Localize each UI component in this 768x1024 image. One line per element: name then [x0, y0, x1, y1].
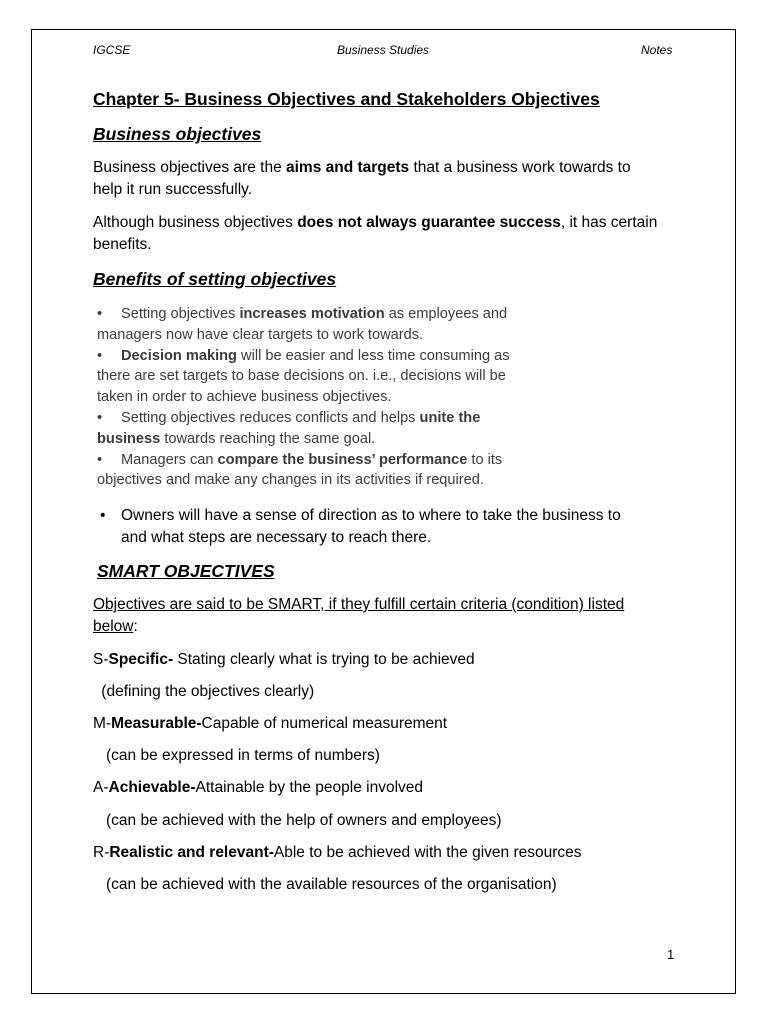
smart-item-a: A-Achievable-Attainable by the people involved	[93, 779, 424, 796]
smart-note-s: (defining the objectives clearly)	[97, 683, 315, 700]
benefits-list: • Setting objectives increases motivation as employees and managers now have clear targets to work towards. • Decision making will be easier and less time consuming as there are set targets to base decisions on. i.e., decisions will be taken in order to achieve business objectives. • Setting objectives reduces conflicts and helps unite the business towards reaching the same goal. • Managers can compare the business’ performance to its objectives and make any changes in its activities if required.	[97, 304, 597, 491]
page-title: Chapter 5- Business Objectives and Stakeholders Objectives	[93, 89, 600, 109]
paragraph-1: Business objectives are the aims and targets that a business work towards to help it run successfully.	[93, 159, 631, 198]
list-item: • Setting objectives increases motivation as employees and	[97, 306, 508, 322]
list-item: • Setting objectives reduces conflicts and helps unite the	[97, 409, 481, 426]
heading-business-objectives: Business objectives	[93, 124, 262, 144]
page-number: 1	[667, 947, 675, 962]
smart-note-r: (can be achieved with the available resources of the organisation)	[106, 876, 557, 893]
header-left: IGCSE	[93, 43, 131, 57]
header-center: Business Studies	[337, 43, 430, 57]
heading-smart: SMART OBJECTIVES	[97, 561, 275, 581]
list-item: • Managers can compare the business’ performance to its	[97, 451, 503, 468]
heading-benefits: Benefits of setting objectives	[93, 269, 337, 289]
smart-note-a: (can be achieved with the help of owners and employees)	[106, 812, 502, 829]
smart-item-m: M-Measurable-Capable of numerical measurement	[93, 715, 448, 732]
bullet-icon: •	[100, 507, 106, 524]
header-right: Notes	[641, 43, 673, 57]
smart-note-m: (can be expressed in terms of numbers)	[106, 747, 380, 764]
list-item: • Decision making will be easier and less time consuming as	[97, 347, 510, 364]
smart-item-r: R-Realistic and relevant-Able to be achieved with the given resources	[93, 844, 582, 861]
paragraph-2: Although business objectives does not always guarantee success, it has certain benefits.	[93, 214, 658, 253]
smart-intro: Objectives are said to be SMART, if they fulfill certain criteria (condition) listed below:	[93, 596, 625, 635]
smart-item-s: S-Specific- Stating clearly what is trying to be achieved	[93, 651, 475, 668]
